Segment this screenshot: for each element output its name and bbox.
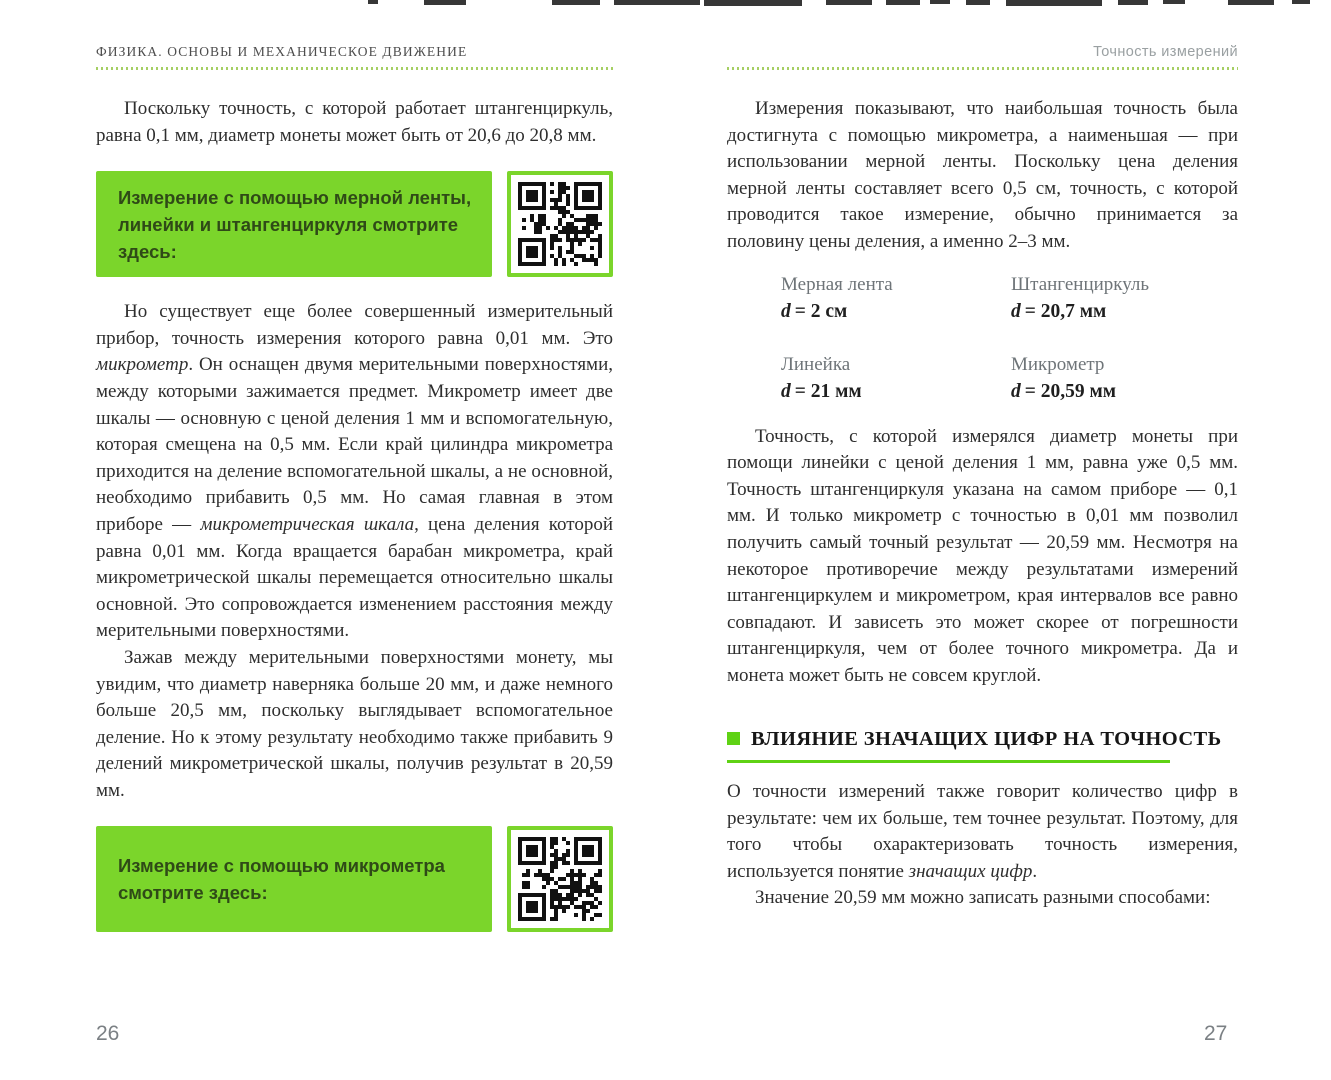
measurement-results (781, 272, 1238, 406)
paragraph: Поскольку точность, с которой работает штангенциркуль, равна 0,1 мм, диаметр монеты может быть от 20,6 до 20,8 мм. (96, 98, 613, 146)
paragraph: О точности измерений также говорит количество цифр в результате: чем их больше, тем точнее результат. Поэтому, для того чтобы охарактеризовать точность измерения, используется понятие значащих цифр. (727, 781, 1238, 882)
measurement-value: d = 21 мм (781, 380, 862, 402)
instrument-label: Штангенциркуль (1011, 273, 1150, 295)
callout-tape-ruler-caliper (96, 171, 613, 277)
paragraph: Зажав между мерительными поверхностями монету, мы увидим, что диаметр наверняка больше 20 мм, и даже немного больше 20,5 мм, поскольку выглядывает вспомогательное деление. Но к этому результату необходимо также прибавить 9 делений микрометрической шкалы, получив результат в 20,59 мм. (96, 646, 613, 801)
right-page (727, 44, 1238, 912)
callout-micrometer (96, 826, 613, 932)
measurement-item (781, 352, 1011, 406)
italic-term: микрометрическая шкала (200, 513, 415, 535)
qr-finder-icon (518, 182, 546, 210)
measurement-value: d = 20,7 мм (1011, 300, 1107, 322)
left-dotted-rule (96, 67, 613, 70)
qr-finder-icon (518, 893, 546, 921)
left-page-number: 26 (96, 1022, 120, 1045)
italic-term: значащих цифр (908, 860, 1033, 882)
callout-text: Измерение с помощью микрометра смотрите здесь: (118, 855, 445, 904)
instrument-label: Линейка (781, 353, 851, 375)
qr-finder-icon (574, 182, 602, 210)
qr-finder-icon (518, 837, 546, 865)
measurement-value: d = 2 см (781, 300, 848, 322)
left-page-body (96, 96, 613, 932)
qr-code-icon (507, 171, 613, 277)
italic-term: микрометр (96, 354, 189, 376)
paragraph: Измерения показывают, что наибольшая точность была достигнута с помощью микрометра, а наименьшая — при использовании мерной ленты. Поскольку цена деления мерной ленты составляет всего 0,5 см, точность, с которой проводится такое измерение, обычно принимается за половину цены деления, а именно 2–3 мм. (727, 98, 1238, 252)
paragraph: Точность, с которой измерялся диаметр монеты при помощи линейки с ценой деления 1 мм, равна уже 0,5 мм. Точность штангенциркуля указана на самом приборе — 0,1 мм. И только микрометр с точностью в 0,01 мм позволил получить самый точный результат — 20,59 мм. Несмотря на некоторое противоречие между результатами измерений штангенциркулем и микрометром, края интервалов все равно совпадают. И зависеть это может скорее от погрешности штангенциркуля, чем от более точного микрометра. Да и монета может быть не совсем круглой. (727, 425, 1238, 686)
instrument-label: Мерная лента (781, 273, 893, 295)
section-title: ВЛИЯНИЕ ЗНАЧАЩИХ ЦИФР НА ТОЧНОСТЬ (751, 727, 1222, 750)
right-running-head: Точность измерений (1093, 44, 1238, 60)
paragraph: Но существует еще более совершенный измерительный прибор, точность измерения которого равна 0,01 мм. Это микрометр. Он оснащен двумя мерительными поверхностями, между которыми зажимается предмет. Микрометр имеет две шкалы — основную с ценой деления 1 мм и вспомогательную, которая смещена на 0,5 мм. Если край цилиндра микрометра приходится на деление вспомогательной шкалы, а не основной, необходимо прибавить 0,5 мм. Но самая главная в этом приборе — микрометрическая шкала, цена деления которой равна 0,01 мм. Когда вращается барабан микрометра, край микрометрической шкалы перемещается относительно шкалы основной. Это сопровождается изменением расстояния между мерительными поверхностями. (96, 301, 613, 642)
measurement-item (781, 272, 1011, 326)
measurement-value: d = 20,59 мм (1011, 380, 1117, 402)
right-page-number: 27 (1204, 1022, 1228, 1045)
right-dotted-rule (727, 67, 1238, 70)
left-page (96, 44, 613, 954)
section-heading-block (727, 726, 1238, 764)
callout-text: Измерение с помощью мерной ленты, линейки и штангенциркуля смотрите здесь: (118, 186, 472, 262)
qr-finder-icon (518, 238, 546, 266)
callout-box (96, 826, 492, 932)
green-square-bullet-icon (727, 732, 740, 745)
paragraph: Значение 20,59 мм можно записать разными способами: (755, 887, 1211, 909)
right-page-body (727, 96, 1238, 912)
qr-code-icon (507, 826, 613, 932)
measurement-item (1011, 352, 1238, 406)
qr-finder-icon (574, 837, 602, 865)
instrument-label: Микрометр (1011, 353, 1105, 375)
measurement-item (1011, 272, 1238, 326)
callout-box (96, 171, 492, 277)
left-running-head: ФИЗИКА. ОСНОВЫ И МЕХАНИЧЕСКОЕ ДВИЖЕНИЕ (96, 44, 468, 59)
section-underline (727, 760, 1170, 763)
